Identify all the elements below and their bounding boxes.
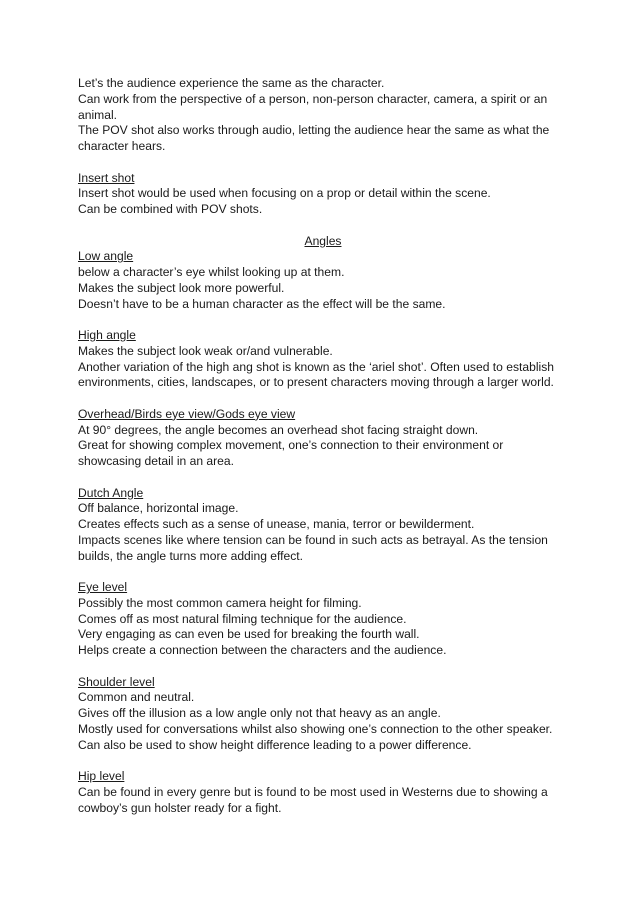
paragraph-gap	[78, 753, 568, 769]
paragraph-gap	[78, 218, 568, 234]
section-heading-overhead: Overhead/Birds eye view/Gods eye view	[78, 406, 296, 421]
paragraph-gap	[78, 312, 568, 328]
section-heading-low-angle: Low angle	[78, 249, 134, 264]
body-line: Possibly the most common camera height for filming.	[78, 595, 362, 610]
body-line: Insert shot would be used when focusing on a prop or detail within the scene.	[78, 186, 491, 201]
document-body	[78, 76, 568, 816]
paragraph-gap	[78, 659, 568, 675]
body-line: Great for showing complex movement, one’s connection to their environment or showcasing detail in an area.	[78, 438, 504, 468]
paragraph-gap	[78, 470, 568, 486]
angles-title: Angles	[304, 233, 342, 248]
section-heading-shoulder-level: Shoulder level	[78, 674, 155, 689]
body-line: Creates effects such as a sense of unease, mania, terror or bewilderment.	[78, 517, 475, 531]
body-line: Makes the subject look more powerful.	[78, 280, 285, 295]
body-line: Can also be used to show height difference leading to a power difference.	[78, 737, 472, 752]
body-line: Can work from the perspective of a person, non-person character, camera, a spirit or an animal.	[78, 91, 548, 122]
section-heading-dutch-angle: Dutch Angle	[78, 485, 144, 500]
body-line: Off balance, horizontal image.	[78, 501, 239, 516]
body-line: Mostly used for conversations whilst also showing one’s connection to the other speaker.	[78, 721, 553, 736]
body-line: Another variation of the high ang shot is known as the ‘ariel shot’. Often used to establish environments, cities, landscapes, or to present characters moving through a larger world.	[78, 359, 554, 390]
body-line: Gives off the illusion as a low angle only not that heavy as an angle.	[78, 706, 441, 720]
body-line: Very engaging as can even be used for breaking the fourth wall.	[78, 627, 420, 642]
section-heading-hip-level: Hip level	[78, 769, 125, 783]
paragraph-gap	[78, 564, 568, 580]
body-line: Comes off as most natural filming technique for the audience.	[78, 611, 407, 626]
paragraph-gap	[78, 155, 568, 171]
body-line: Helps create a connection between the characters and the audience.	[78, 643, 447, 657]
body-line: Impacts scenes like where tension can be found in such acts as betrayal. As the tension builds, the angle turns more adding effect.	[78, 532, 548, 563]
section-heading-insert-shot: Insert shot	[78, 170, 135, 185]
body-line: Common and neutral.	[78, 690, 195, 705]
section-heading-high-angle: High angle	[78, 328, 136, 342]
body-line: Let’s the audience experience the same as the character.	[78, 76, 385, 90]
body-line: The POV shot also works through audio, letting the audience hear the same as what the character hears.	[78, 123, 550, 153]
body-line: Can be combined with POV shots.	[78, 202, 263, 216]
paragraph-gap	[78, 391, 568, 407]
body-line: Makes the subject look weak or/and vulnerable.	[78, 343, 333, 358]
body-line: below a character’s eye whilst looking up at them.	[78, 265, 345, 279]
body-line: Can be found in every genre but is found to be most used in Westerns due to showing a cowboy’s gun holster ready for a fight.	[78, 784, 548, 815]
section-heading-eye-level: Eye level	[78, 580, 128, 594]
body-line: Doesn’t have to be a human character as the effect will be the same.	[78, 296, 446, 311]
body-line: At 90° degrees, the angle becomes an overhead shot facing straight down.	[78, 422, 479, 437]
